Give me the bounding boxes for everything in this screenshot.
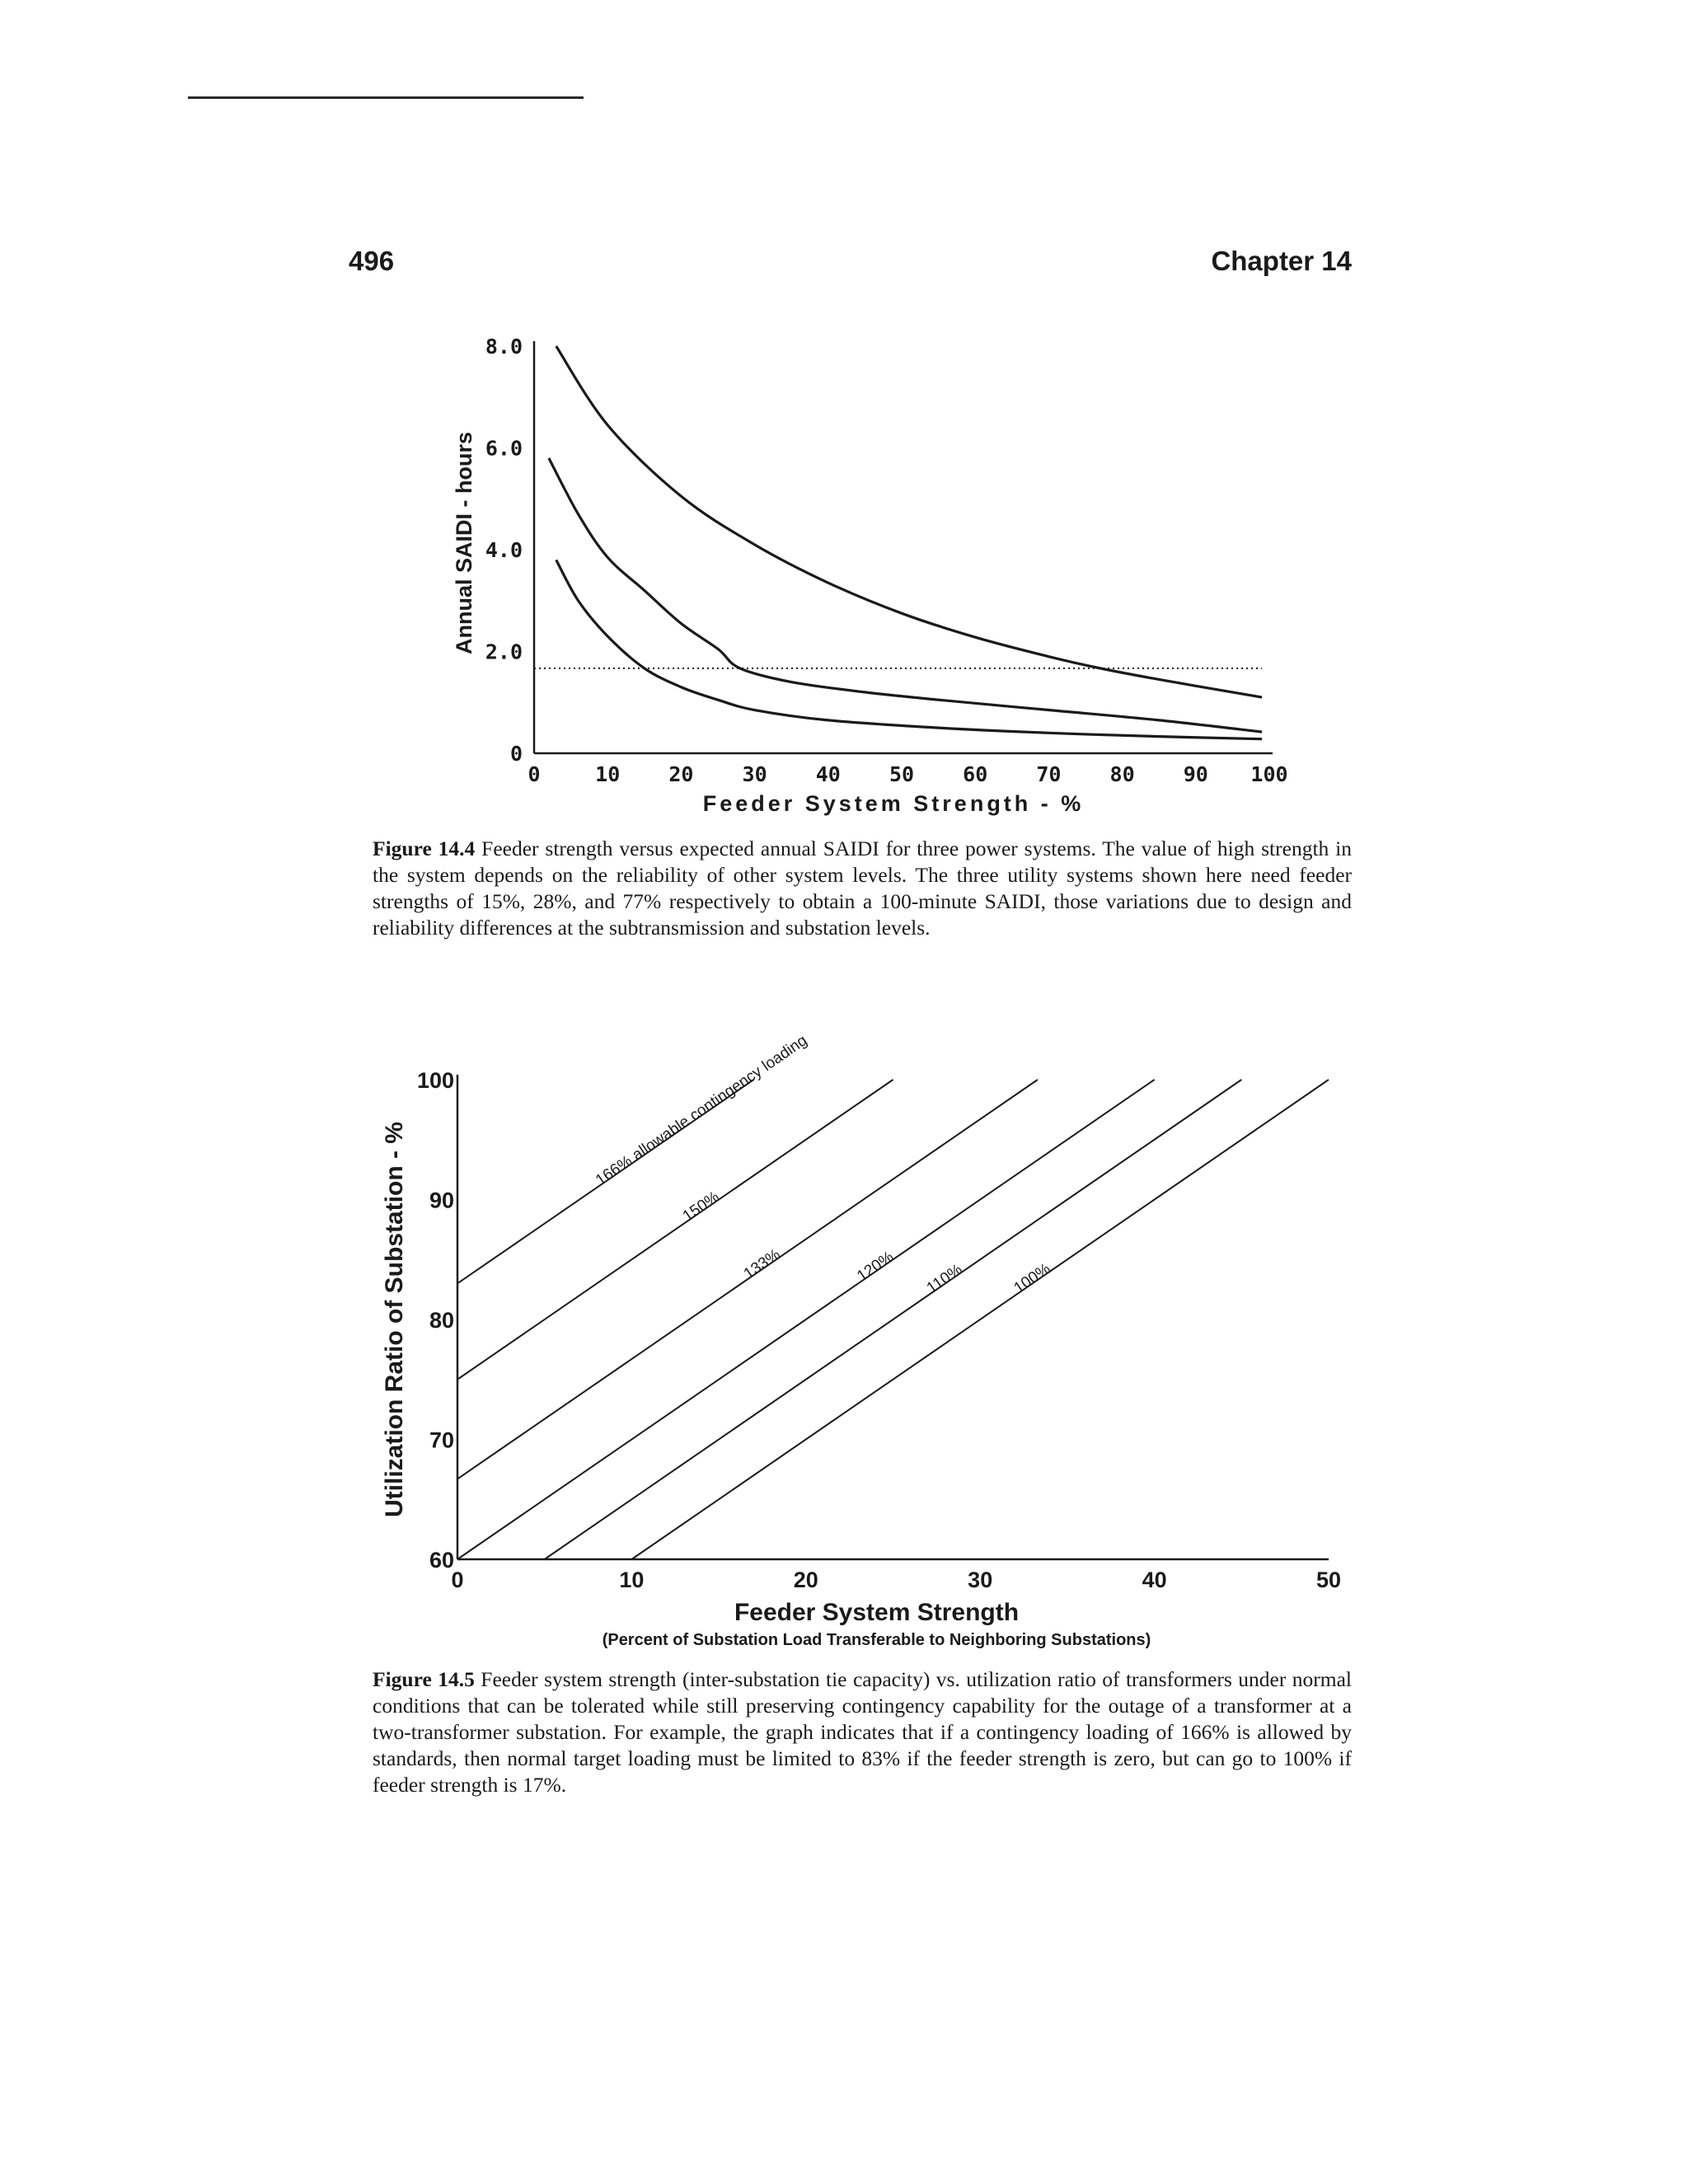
x-tick-label: 0: [528, 762, 541, 786]
figure-14-5-text: Feeder system strength (inter-substation tie capacity) vs. utilization ratio of transformers under normal conditions that can be tolerated while still preserving contingency capability for the outage of a transformer at a two-transformer substation. For example, the graph indicates that if a contingency loading of 166% is allowed by standards, then normal target loading must be limited to 83% if the feeder strength is zero, but can go to 100% if feeder strength is 17%.: [373, 1667, 1352, 1797]
figure-14-5-caption: [373, 1666, 1352, 1798]
y-tick-label: 6.0: [485, 436, 523, 461]
y-axis-title: Annual SAIDI - hours: [452, 432, 476, 654]
x-tick-label: 50: [1315, 1568, 1342, 1592]
y-tick-label: 4.0: [485, 538, 523, 562]
header-rule: [188, 96, 584, 99]
figure-14-4-label: Figure 14.4: [373, 837, 476, 860]
x-tick-label: 70: [1036, 762, 1062, 786]
figure-14-5-label: Figure 14.5: [373, 1667, 475, 1691]
line-label-6: 100%: [1010, 1260, 1054, 1298]
y-tick-label: 8.0: [485, 335, 523, 359]
x-tick-label: 30: [968, 1568, 993, 1592]
x-axis-title: Feeder System Strength - %: [702, 791, 1085, 816]
line-label-1: 166% allowable contingency loading: [593, 1032, 811, 1190]
saidi-curve-3: [556, 560, 1262, 738]
x-tick-label: 90: [1183, 762, 1208, 786]
figure-14-4-text: Feeder strength versus expected annual SAIDI for three power systems. The value of high strength in the system depends on the reliability of other system levels. The three utility systems shown here need feeder strengths of 15%, 28%, and 77% respectively to obtain a 100-minute SAIDI, those variations due to design and reliability differences at the subtransmission and substation levels.: [373, 837, 1352, 940]
line-label-4: 120%: [854, 1248, 898, 1286]
y-tick-label: 60: [429, 1548, 454, 1572]
x-axis-title: Feeder System Strength: [734, 1599, 1020, 1626]
contingency-line-4: [457, 1080, 1155, 1559]
x-tick-label: 10: [619, 1568, 645, 1592]
x-tick-label: 10: [595, 762, 621, 786]
utilization-chart: [0, 1032, 1401, 1657]
x-tick-label: 0: [451, 1568, 464, 1592]
x-tick-label: 100: [1250, 762, 1288, 786]
contingency-line-6: [631, 1080, 1329, 1559]
x-tick-label: 20: [793, 1568, 818, 1592]
x-tick-label: 60: [963, 762, 988, 786]
y-tick-label: 100: [416, 1068, 454, 1093]
x-axis-subtitle: (Percent of Substation Load Transferable to Neighboring Substations): [602, 1631, 1151, 1649]
saidi-curve-1: [556, 346, 1262, 697]
y-tick-label: 80: [429, 1308, 454, 1333]
x-tick-label: 80: [1109, 762, 1135, 786]
x-tick-label: 40: [1142, 1568, 1167, 1592]
figure-14-4-caption: [373, 836, 1352, 941]
y-tick-label: 70: [429, 1427, 454, 1453]
x-tick-label: 40: [815, 762, 841, 786]
chapter-label: Chapter 14: [1211, 246, 1352, 276]
x-tick-label: 50: [889, 762, 915, 786]
y-axis-title: Utilization Ratio of Substation - %: [381, 1122, 408, 1517]
line-label-2: 150%: [679, 1188, 723, 1226]
x-tick-label: 20: [668, 762, 694, 786]
y-tick-label: 90: [429, 1188, 454, 1213]
y-tick-label: 2.0: [485, 640, 523, 664]
line-label-3: 133%: [740, 1245, 784, 1283]
y-tick-label: 0: [509, 742, 523, 766]
x-tick-label: 30: [742, 762, 767, 786]
page-number: 496: [349, 246, 395, 276]
line-label-5: 110%: [923, 1260, 966, 1298]
saidi-curve-2: [549, 458, 1262, 732]
saidi-chart: [0, 313, 1319, 824]
